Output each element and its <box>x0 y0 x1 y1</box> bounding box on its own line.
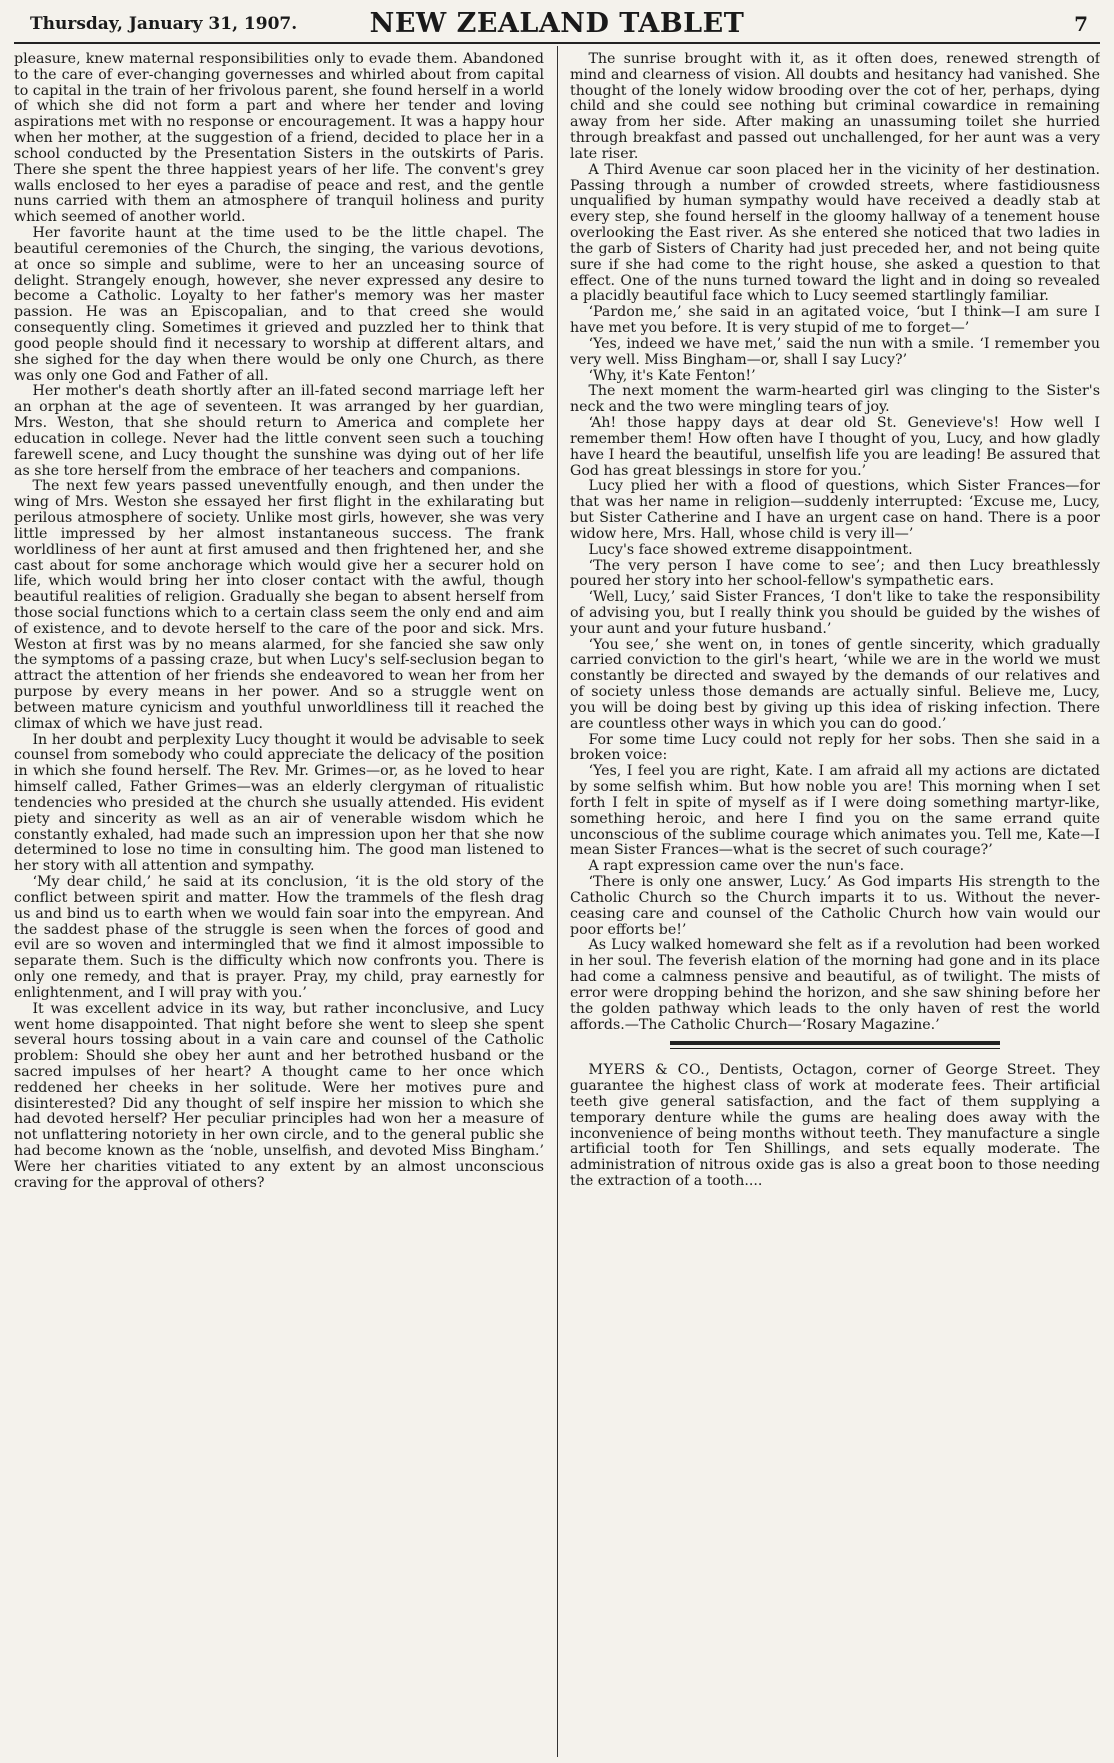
page-number: 7 <box>1074 12 1088 36</box>
header-rule <box>14 42 1100 44</box>
paragraph: ‘There is only one answer, Lucy.’ As God imparts His strength to the Catholic Church so the Church imparts it to us. Without the never-ceasing care and counsel of the Catholic Church how vain would our poor efforts be!’ <box>570 874 1100 938</box>
paragraph: In her doubt and perplexity Lucy thought it would be advisable to seek counsel from somebody who could appreciate the delicacy of the position in which she found herself. The Rev. Mr. Grimes—or, as he loved to hear himself called, Father Grimes—was an elderly clergyman of ritualistic tendencies who presided at the church she usually attended. His evident piety and sincerity as well as an air of venerable wisdom which he constantly exhaled, had made such an impression upon her that she now determined to lose no time in consulting him. The good man listened to her story with all attention and sympathy. <box>14 731 544 875</box>
paragraph: It was excellent advice in its way, but rather inconclusive, and Lucy went home disappointed. That night before she went to sleep she spent several hours tossing about in a vain care and counsel of the Catholic problem: Should she obey her aunt and her betrothed husband or the sacred impulses of her heart? A thought came to her once which reddened her cheeks in her solitude. Were her motives pure and disinterested? Did any thought of self inspire her mission to which she had devoted herself? Her peculiar principles had won her a measure of not unflattering notoriety in her own circle, and to the general public she had become known as the ‘noble, unselfish, and devoted Miss Bingham.’ Were her charities vitiated to any extent by an almost unconscious craving for the approval of others? <box>14 1000 544 1191</box>
paragraph: The next moment the warm-hearted girl was clinging to the Sister's neck and the two were mingling tears of joy. <box>570 383 1100 416</box>
paragraph: pleasure, knew maternal responsibilities only to evade them. Abandoned to the care of ever-changing governesses and whirled about from capital to capital in the train of her frivolous parent, she found herself in a world of which she did not form a part and where her tender and loving aspirations met with no response or encouragement. It was a happy hour when her mother, at the suggestion of a friend, decided to place her in a school conducted by the Presentation Sisters in the outskirts of Paris. There she spent the three happiest years of her life. The convent's grey walls enclosed to her eyes a paradise of peace and rest, and the gentle nuns carried with them an atmosphere of tranquil holiness and purity which seemed of another world. <box>14 52 544 226</box>
paragraph: The next few years passed uneventfully enough, and then under the wing of Mrs. Weston she essayed her first flight in the exhilarating but perilous atmosphere of society. Unlike most girls, however, she was very little impressed by her almost instantaneous success. The frank worldliness of her aunt at first amused and then frightened her, and she cast about for some anchorage which would give her a securer hold on life, which would bring her into closer contact with the awful, though beautiful realities of religion. Gradually she began to absent herself from those social functions which to a certain class seem the only end and aim of existence, and to devote herself to the care of the poor and sick. Mrs. Weston at first was by no means alarmed, for she fancied she saw only the symptoms of a passing craze, but when Lucy's self-seclusion began to attract the attention of her friends she endeavored to wean her from her purpose by every means in her power. And so a struggle went on between mature cynicism and youthful unworldliness till it reached the climax of which we have just read. <box>14 478 544 732</box>
paragraph: ‘Why, it's Kate Fenton!’ <box>588 367 756 384</box>
paragraph: The sunrise brought with it, as it often does, renewed strength of mind and clearness of vision. All doubts and hesitancy had vanished. She thought of the lonely widow brooding over the cot of her, perhaps, dying child and she could see nothing but criminal cowardice in remaining away from her side. After making an unassuming toilet she hurried through breakfast and passed out unchallenged, for her aunt was a very late riser. <box>570 52 1100 162</box>
paragraph: ‘Pardon me,’ she said in an agitated voice, ‘but I think—I am sure I have met you before. It is very stupid of me to forget—’ <box>570 304 1100 337</box>
newspaper-title: NEW ZEALAND TABLET <box>369 8 745 39</box>
column-divider <box>557 46 558 1757</box>
advert-firm: MYERS & CO., <box>588 1062 711 1079</box>
masthead <box>22 6 1092 38</box>
issue-date: Thursday, January 31, 1907. <box>30 14 298 34</box>
paragraph: ‘Yes, I feel you are right, Kate. I am afraid all my actions are dictated by some selfish whim. But how noble you are! This morning when I set forth I felt in spite of myself as if I were doing something martyr-like, something heroic, and here I find you on the same errand quite unconscious of the sublime courage which animates you. Tell me, Kate—I mean Sister Frances—what is the secret of such courage?’ <box>570 763 1100 859</box>
paragraph: ‘You see,’ she went on, in tones of gentle sincerity, which gradually carried conviction to the girl's heart, ‘while we are in the world we must constantly be directed and swayed by the demands of our relatives and of society unless those demands are actually sinful. Believe me, Lucy, you will be doing best by giving up this idea of risking infection. There are countless other ways in which you can do good.’ <box>570 636 1100 732</box>
paragraph: ‘The very person I have come to see’; and then Lucy breathlessly poured her story into her school-fellow's sympathetic ears. <box>570 557 1100 590</box>
paragraph: For some time Lucy could not reply for her sobs. Then she said in a broken voice: <box>570 731 1100 764</box>
paragraph: Her mother's death shortly after an ill-fated second marriage left her an orphan at the age of seventeen. It was arranged by her guardian, Mrs. Weston, that she should return to America and complete her education in college. Never had the little convent seen such a touching farewell scene, and Lucy thought the sunshine was dying out of her life as she tore herself from the embrace of her teachers and companions. <box>14 383 544 479</box>
paragraph: ‘Ah! those happy days at dear old St. Genevieve's! How well I remember them! How often have I thought of you, Lucy, and how gladly have I heard the beautiful, unselfish life you are leading! Be assured that God has great blessings in store for you.’ <box>570 415 1100 479</box>
paragraph: Lucy plied her with a flood of questions, which Sister Frances—for that was her name in religion—suddenly interrupted: ‘Excuse me, Lucy, but Sister Catherine and I have an urgent case on hand. There is a poor widow here, Mrs. Hall, whose child is very ill—’ <box>570 478 1100 542</box>
paragraph: Her favorite haunt at the time used to be the little chapel. The beautiful ceremonies of the Church, the singing, the various devotions, at once so simple and sublime, were to her an unceasing source of delight. Strangely enough, however, she never expressed any desire to become a Catholic. Loyalty to her father's memory was her master passion. He was an Episcopalian, and to that creed she would consequently cling. Sometimes it grieved and puzzled her to think that good people should find it necessary to worship at different altars, and she sighed for the day when there would be only one Church, as there was only one God and Father of all. <box>14 225 544 384</box>
right-column <box>570 52 1100 1755</box>
paragraph: A rapt expression came over the nun's face. <box>588 858 905 875</box>
advertisement <box>570 1063 1100 1190</box>
paragraph: A Third Avenue car soon placed her in the vicinity of her destination. Passing through a number of crowded streets, where fastidiousness unqualified by human sympathy would have received a deadly stab at every step, she found herself in the gloomy hallway of a tenement house overlooking the East river. As she entered she noticed that two ladies in the garb of Sisters of Charity had just preceded her, and not being quite sure if she had come to the right house, she asked a question to that effect. One of the nuns turned toward the light and in doing so revealed a placidly beautiful face which to Lucy seemed startlingly familiar. <box>570 161 1100 305</box>
advert-text: Dentists, Octagon, corner of George Street. They guarantee the highest class of work at moderate fees. Their artificial teeth give general satisfaction, and the fact of them supplying a temporary denture while the gums are healing does away with the inconvenience of being months without teeth. They manufacture a single artificial tooth for Ten Shillings, and sets equally moderate. The administration of nitrous oxide gas is also a great boon to those needing the extraction of a tooth.... <box>570 1062 1100 1190</box>
left-column <box>14 52 544 1755</box>
section-ornament-rule <box>670 1041 1000 1049</box>
paragraph: ‘My dear child,’ he said at its conclusion, ‘it is the old story of the conflict between spirit and matter. How the trammels of the flesh drag us and bind us to earth when we would fain soar into the empyrean. And the saddest phase of the struggle is seen when the forces of good and evil are so woven and intermingled that we find it almost impossible to separate them. Such is the difficulty which now confronts you. There is only one remedy, and that is prayer. Pray, my child, pray earnestly for enlightenment, and I will pray with you.’ <box>14 874 544 1001</box>
paragraph: ‘Yes, indeed we have met,’ said the nun with a smile. ‘I remember you very well. Miss Bingham—or, shall I say Lucy?’ <box>570 335 1100 368</box>
paragraph: Lucy's face showed extreme disappointment. <box>588 541 913 558</box>
paragraph: ‘Well, Lucy,’ said Sister Frances, ‘I don't like to take the responsibility of advising you, but I really think you should be guided by the wishes of your aunt and your future husband.’ <box>570 589 1100 637</box>
paragraph: As Lucy walked homeward she felt as if a revolution had been worked in her soul. The feverish elation of the morning had gone and in its place had come a calmness pensive and beautiful, as of twilight. The mists of error were dropping behind the horizon, and she saw shining before her the golden pathway which leads to the only haven of rest the world affords.—The Catholic Church—‘Rosary Magazine.’ <box>570 937 1100 1033</box>
